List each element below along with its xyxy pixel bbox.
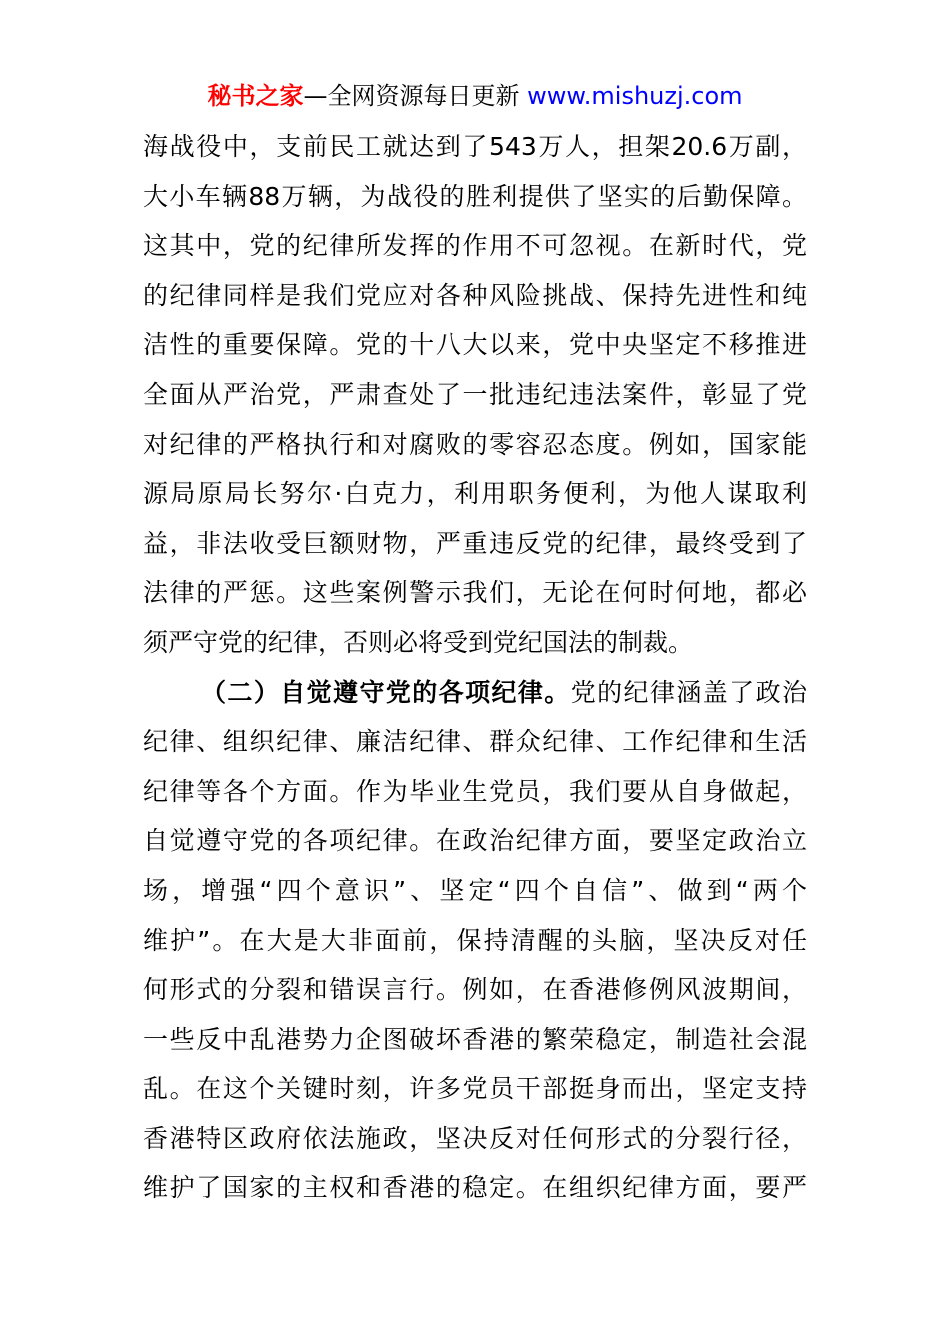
paragraph-line: 香港特区政府依法施政，坚决反对任何形式的分裂行径， — [143, 1123, 807, 1153]
section-heading-line — [143, 668, 807, 718]
site-brand: 秘书之家 — [207, 82, 304, 110]
site-header — [0, 80, 950, 112]
paragraph-line: 纪律等各个方面。作为毕业生党员，我们要从自身做起， — [143, 776, 807, 806]
section-heading: （二）自觉遵守党的各项纪律。 — [201, 677, 571, 707]
paragraph-line: 一些反中乱港势力企图破坏香港的繁荣稳定，制造社会混 — [143, 1024, 807, 1054]
site-url-link[interactable]: www.mishuzj.com — [527, 82, 743, 110]
paragraph-line: 的纪律同样是我们党应对各种风险挑战、保持先进性和纯 — [143, 280, 807, 310]
site-tagline: —全网资源每日更新 — [303, 82, 520, 110]
paragraph-line: 对纪律的严格执行和对腐败的零容忍态度。例如，国家能 — [143, 429, 807, 459]
section-heading-rest: 党的纪律涵盖了政治 — [570, 677, 807, 707]
document-body — [143, 122, 807, 1213]
paragraph-line: 自觉遵守党的各项纪律。在政治纪律方面，要坚定政治立 — [143, 826, 807, 856]
paragraph-line: 纪律、组织纪律、廉洁纪律、群众纪律、工作纪律和生活 — [143, 727, 807, 757]
paragraph-line: 大小车辆88万辆，为战役的胜利提供了坚实的后勤保障。 — [143, 181, 807, 211]
paragraph-line: 乱。在这个关键时刻，许多党员干部挺身而出，坚定支持 — [143, 1074, 807, 1104]
paragraph-line: 益，非法收受巨额财物，严重违反党的纪律，最终受到了 — [143, 528, 807, 558]
paragraph-line: 维护了国家的主权和香港的稳定。在组织纪律方面，要严 — [143, 1173, 807, 1203]
paragraph-line: 场，增强“四个意识”、坚定“四个自信”、做到“两个 — [143, 875, 807, 905]
paragraph-line: 法律的严惩。这些案例警示我们，无论在何时何地，都必 — [143, 578, 807, 608]
paragraph-line: 须严守党的纪律，否则必将受到党纪国法的制裁。 — [143, 627, 694, 657]
paragraph-line: 何形式的分裂和错误言行。例如，在香港修例风波期间， — [143, 975, 807, 1005]
paragraph-line: 维护”。在大是大非面前，保持清醒的头脑，坚决反对任 — [143, 925, 807, 955]
paragraph-line: 海战役中，支前民工就达到了543万人，担架20.6万副， — [143, 132, 807, 161]
paragraph-line: 这其中，党的纪律所发挥的作用不可忽视。在新时代，党 — [143, 231, 807, 261]
paragraph-line: 源局原局长努尔·白克力，利用职务便利，为他人谋取利 — [143, 479, 807, 509]
paragraph-line: 洁性的重要保障。党的十八大以来，党中央坚定不移推进 — [143, 330, 807, 360]
paragraph-line: 全面从严治党，严肃查处了一批违纪违法案件，彰显了党 — [143, 379, 807, 409]
